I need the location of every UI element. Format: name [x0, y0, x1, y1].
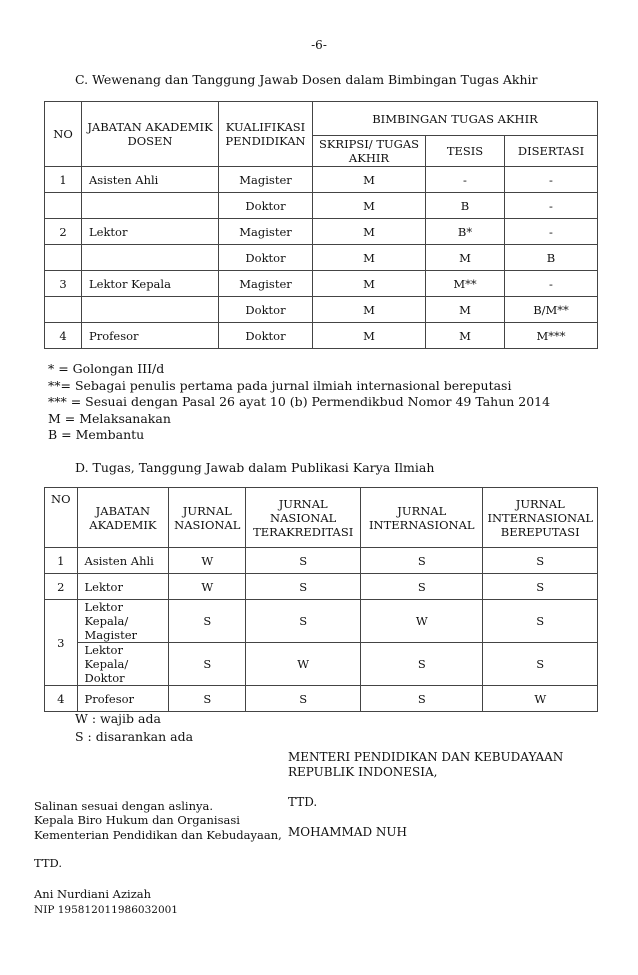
cell-jurnal-internasional-bereputasi: W — [483, 686, 598, 712]
salinan-block — [34, 799, 282, 842]
cell-disertasi: - — [505, 193, 598, 219]
cell-jabatan: Profesor — [82, 323, 219, 349]
cell-jurnal-internasional-bereputasi: S — [483, 574, 598, 600]
header-jurnal-internasional: JURNAL INTERNASIONAL — [361, 488, 483, 548]
cell-disertasi: - — [505, 167, 598, 193]
table-row — [45, 686, 598, 712]
cell-jurnal-internasional: S — [361, 574, 483, 600]
cell-no: 3 — [45, 600, 78, 686]
cell-jabatan: Lektor Kepala/ Doktor — [77, 643, 169, 686]
note-line: *** = Sesuai dengan Pasal 26 ayat 10 (b) Permendikbud Nomor 49 Tahun 2014 — [48, 394, 551, 410]
header-bimbingan: BIMBINGAN TUGAS AKHIR — [313, 102, 598, 136]
table-row — [45, 271, 598, 297]
table-row — [45, 574, 598, 600]
minister-signature — [288, 750, 563, 840]
cell-jabatan — [82, 245, 219, 271]
table-row — [45, 167, 598, 193]
cell-skripsi: M — [313, 271, 426, 297]
cell-jurnal-internasional: S — [361, 686, 483, 712]
header-jabatan: JABATAN AKADEMIK DOSEN — [82, 102, 219, 167]
cell-jurnal-nasional-terakreditasi: S — [246, 548, 361, 574]
header-kualifikasi: KUALIFIKASI PENDIDIKAN — [219, 102, 313, 167]
cell-tesis: B — [426, 193, 505, 219]
cell-jurnal-internasional-bereputasi: S — [483, 548, 598, 574]
note-line: **= Sebagai penulis pertama pada jurnal ilmiah internasional bereputasi — [48, 377, 512, 393]
cell-no: 1 — [45, 167, 82, 193]
salinan-line3: Kementerian Pendidikan dan Kebudayaan, — [34, 827, 282, 842]
cell-tesis: B* — [426, 219, 505, 245]
cell-jurnal-nasional-terakreditasi: S — [246, 600, 361, 643]
cell-no — [45, 245, 82, 271]
cell-jurnal-internasional: S — [361, 548, 483, 574]
legend — [75, 710, 193, 746]
cell-kualifikasi: Doktor — [219, 323, 313, 349]
note-line: B = Membantu — [48, 427, 145, 443]
cell-jabatan: Asisten Ahli — [77, 548, 169, 574]
cell-no: 4 — [45, 686, 78, 712]
table-row — [45, 297, 598, 323]
note-line: * = Golongan III/d — [48, 361, 165, 376]
cell-kualifikasi: Magister — [219, 271, 313, 297]
cell-jabatan: Lektor — [82, 219, 219, 245]
cell-no — [45, 193, 82, 219]
cell-no — [45, 297, 82, 323]
cell-disertasi: - — [505, 219, 598, 245]
cell-jurnal-nasional: W — [169, 574, 246, 600]
salinan-ttd: TTD. — [34, 856, 63, 870]
bimbingan-table — [44, 101, 598, 349]
header-no: NO — [45, 488, 78, 548]
cell-jurnal-nasional: W — [169, 548, 246, 574]
cell-kualifikasi: Doktor — [219, 193, 313, 219]
legend-w: W : wajib ada — [75, 711, 161, 726]
cell-skripsi: M — [313, 219, 426, 245]
cell-no: 1 — [45, 548, 78, 574]
header-jurnal-nasional: JURNAL NASIONAL — [169, 488, 246, 548]
page-number: -6- — [311, 38, 327, 52]
section-d-title: D. Tugas, Tanggung Jawab dalam Publikasi Karya Ilmiah — [75, 460, 435, 475]
table-row — [45, 245, 598, 271]
minister-title-line2: REPUBLIK INDONESIA, — [288, 765, 438, 779]
table-row — [45, 548, 598, 574]
table-row — [45, 323, 598, 349]
header-jurnal-internasional-bereputasi: JURNAL INTERNASIONAL BEREPUTASI — [483, 488, 598, 548]
salinan-line1: Salinan sesuai dengan aslinya. — [34, 799, 214, 813]
cell-jabatan: Asisten Ahli — [82, 167, 219, 193]
cell-jurnal-nasional: S — [169, 600, 246, 643]
cell-disertasi: B — [505, 245, 598, 271]
cell-tesis: M — [426, 245, 505, 271]
cell-jurnal-internasional: S — [361, 643, 483, 686]
cell-skripsi: M — [313, 167, 426, 193]
cell-jurnal-nasional-terakreditasi: S — [246, 574, 361, 600]
table-row — [45, 643, 598, 686]
minister-name: MOHAMMAD NUH — [288, 825, 408, 839]
table-row — [45, 219, 598, 245]
cell-skripsi: M — [313, 323, 426, 349]
header-jabatan: JABATAN AKADEMIK — [77, 488, 169, 548]
cell-tesis: - — [426, 167, 505, 193]
minister-title-line1: MENTERI PENDIDIKAN DAN KEBUDAYAAN — [288, 750, 564, 764]
cell-kualifikasi: Doktor — [219, 245, 313, 271]
cell-no: 4 — [45, 323, 82, 349]
cell-jurnal-internasional: W — [361, 600, 483, 643]
cell-disertasi: M*** — [505, 323, 598, 349]
notes — [48, 361, 550, 444]
cell-no: 2 — [45, 219, 82, 245]
salinan-name: Ani Nurdiani Azizah — [34, 887, 152, 901]
cell-jurnal-nasional-terakreditasi: W — [246, 643, 361, 686]
cell-skripsi: M — [313, 245, 426, 271]
cell-kualifikasi: Doktor — [219, 297, 313, 323]
cell-jurnal-nasional: S — [169, 686, 246, 712]
cell-kualifikasi: Magister — [219, 219, 313, 245]
note-line: M = Melaksanakan — [48, 410, 171, 426]
cell-jurnal-internasional-bereputasi: S — [483, 600, 598, 643]
cell-jabatan: Lektor — [77, 574, 169, 600]
salinan-line2: Kepala Biro Hukum dan Organisasi — [34, 813, 240, 828]
header-tesis: TESIS — [426, 136, 505, 167]
cell-jurnal-internasional-bereputasi: S — [483, 643, 598, 686]
table-row — [45, 193, 598, 219]
legend-s: S : disarankan ada — [75, 729, 194, 744]
section-c-title: C. Wewenang dan Tanggung Jawab Dosen dalam Bimbingan Tugas Akhir — [75, 72, 538, 87]
cell-no: 2 — [45, 574, 78, 600]
cell-tesis: M** — [426, 271, 505, 297]
cell-tesis: M — [426, 323, 505, 349]
header-skripsi: SKRIPSI/ TUGAS AKHIR — [313, 136, 426, 167]
header-no: NO — [45, 102, 82, 167]
table-row — [45, 600, 598, 643]
minister-ttd: TTD. — [288, 795, 318, 809]
cell-jabatan: Lektor Kepala — [82, 271, 219, 297]
publikasi-table — [44, 487, 598, 712]
cell-kualifikasi: Magister — [219, 167, 313, 193]
cell-jabatan: Lektor Kepala/ Magister — [77, 600, 169, 643]
cell-disertasi: B/M** — [505, 297, 598, 323]
cell-tesis: M — [426, 297, 505, 323]
cell-jabatan: Profesor — [77, 686, 169, 712]
cell-disertasi: - — [505, 271, 598, 297]
cell-skripsi: M — [313, 297, 426, 323]
header-disertasi: DISERTASI — [505, 136, 598, 167]
salinan-nip: NIP 195812011986032001 — [34, 904, 178, 916]
cell-no: 3 — [45, 271, 82, 297]
cell-jabatan — [82, 193, 219, 219]
cell-skripsi: M — [313, 193, 426, 219]
cell-jurnal-nasional: S — [169, 643, 246, 686]
cell-jurnal-nasional-terakreditasi: S — [246, 686, 361, 712]
cell-jabatan — [82, 297, 219, 323]
header-jurnal-nasional-terakreditasi: JURNAL NASIONAL TERAKREDITASI — [246, 488, 361, 548]
